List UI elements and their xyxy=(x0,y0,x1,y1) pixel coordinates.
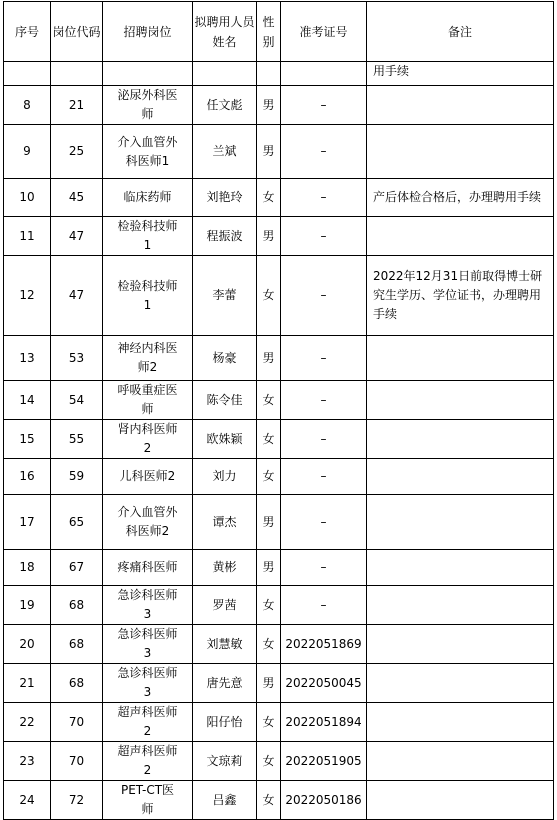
table-row xyxy=(4,781,554,820)
cell-note xyxy=(367,586,554,625)
cell-sex: 女 xyxy=(257,459,281,495)
cell-sex: 女 xyxy=(257,625,281,664)
cell-name: 陈令佳 xyxy=(193,381,257,420)
cell-code: 45 xyxy=(51,179,103,217)
cell-note xyxy=(367,625,554,664)
cell-exam: 2022050186 xyxy=(281,781,367,820)
cell-note xyxy=(367,495,554,550)
cell-post: 急诊科医师3 xyxy=(103,586,193,625)
cell-no: 20 xyxy=(4,625,51,664)
col-header-code: 岗位代码 xyxy=(51,2,103,62)
cell-sex: 男 xyxy=(257,125,281,179)
cell-empty xyxy=(4,62,51,86)
cell-post: 泌尿外科医师 xyxy=(103,86,193,125)
cell-code: 65 xyxy=(51,495,103,550)
cell-sex: 男 xyxy=(257,217,281,256)
cell-sex: 男 xyxy=(257,550,281,586)
cell-post: 介入血管外科医师1 xyxy=(103,125,193,179)
cell-name: 罗茜 xyxy=(193,586,257,625)
header-row xyxy=(4,2,554,62)
cell-exam: – xyxy=(281,125,367,179)
cell-post: 急诊科医师3 xyxy=(103,664,193,703)
cell-no: 9 xyxy=(4,125,51,179)
cell-empty xyxy=(257,62,281,86)
col-header-name: 拟聘用人员姓名 xyxy=(193,2,257,62)
cell-note xyxy=(367,550,554,586)
cell-post: 检验科技师1 xyxy=(103,217,193,256)
col-header-exam: 准考证号 xyxy=(281,2,367,62)
cell-name: 黄彬 xyxy=(193,550,257,586)
table-row xyxy=(4,495,554,550)
cell-no: 14 xyxy=(4,381,51,420)
cell-sex: 女 xyxy=(257,381,281,420)
cell-no: 16 xyxy=(4,459,51,495)
cell-name: 任文彪 xyxy=(193,86,257,125)
cell-post: 急诊科医师3 xyxy=(103,625,193,664)
cell-post: 呼吸重症医师 xyxy=(103,381,193,420)
table-row xyxy=(4,703,554,742)
cell-exam: – xyxy=(281,336,367,381)
cell-empty xyxy=(193,62,257,86)
cell-exam: – xyxy=(281,86,367,125)
cell-note: 2022年12月31日前取得博士研究生学历、学位证书，办理聘用手续 xyxy=(367,256,554,336)
cell-code: 21 xyxy=(51,86,103,125)
col-header-sex: 性别 xyxy=(257,2,281,62)
cell-empty xyxy=(103,62,193,86)
cell-name: 刘艳玲 xyxy=(193,179,257,217)
table-row xyxy=(4,586,554,625)
cell-post: PET-CT医师 xyxy=(103,781,193,820)
table-row xyxy=(4,381,554,420)
cell-name: 欧姝颖 xyxy=(193,420,257,459)
cell-no: 22 xyxy=(4,703,51,742)
cell-code: 70 xyxy=(51,703,103,742)
cell-post: 介入血管外科医师2 xyxy=(103,495,193,550)
cell-no: 15 xyxy=(4,420,51,459)
cell-post: 临床药师 xyxy=(103,179,193,217)
table-row xyxy=(4,550,554,586)
cell-code: 59 xyxy=(51,459,103,495)
cell-note xyxy=(367,217,554,256)
table-row xyxy=(4,217,554,256)
cell-exam: – xyxy=(281,420,367,459)
cell-name: 文琼莉 xyxy=(193,742,257,781)
cell-exam: – xyxy=(281,179,367,217)
cell-note xyxy=(367,336,554,381)
cell-post: 儿科医师2 xyxy=(103,459,193,495)
cell-post: 超声科医师2 xyxy=(103,742,193,781)
cell-exam: – xyxy=(281,459,367,495)
table-row xyxy=(4,86,554,125)
cell-note xyxy=(367,381,554,420)
cell-code: 54 xyxy=(51,381,103,420)
cell-no: 17 xyxy=(4,495,51,550)
cell-code: 47 xyxy=(51,217,103,256)
cell-note xyxy=(367,742,554,781)
cell-note xyxy=(367,459,554,495)
cell-exam: – xyxy=(281,256,367,336)
cell-code: 68 xyxy=(51,586,103,625)
cell-post: 疼痛科医师 xyxy=(103,550,193,586)
recruitment-table xyxy=(3,1,554,820)
cell-no: 21 xyxy=(4,664,51,703)
cell-sex: 男 xyxy=(257,336,281,381)
cell-code: 67 xyxy=(51,550,103,586)
cell-post: 检验科技师1 xyxy=(103,256,193,336)
table-row xyxy=(4,256,554,336)
cell-code: 68 xyxy=(51,664,103,703)
cell-note xyxy=(367,664,554,703)
cell-name: 谭杰 xyxy=(193,495,257,550)
cell-name: 程振波 xyxy=(193,217,257,256)
cell-name: 杨豪 xyxy=(193,336,257,381)
cell-code: 68 xyxy=(51,625,103,664)
cell-code: 25 xyxy=(51,125,103,179)
table-row xyxy=(4,420,554,459)
cell-no: 19 xyxy=(4,586,51,625)
cell-name: 刘力 xyxy=(193,459,257,495)
cell-code: 55 xyxy=(51,420,103,459)
cell-exam: – xyxy=(281,381,367,420)
cell-no: 8 xyxy=(4,86,51,125)
cell-sex: 男 xyxy=(257,495,281,550)
table-body xyxy=(4,86,554,820)
col-header-no: 序号 xyxy=(4,2,51,62)
cell-no: 13 xyxy=(4,336,51,381)
cell-post: 肾内科医师2 xyxy=(103,420,193,459)
cell-exam: 2022051905 xyxy=(281,742,367,781)
cell-no: 10 xyxy=(4,179,51,217)
cell-sex: 女 xyxy=(257,420,281,459)
cell-name: 吕鑫 xyxy=(193,781,257,820)
cell-note xyxy=(367,125,554,179)
cell-sex: 男 xyxy=(257,86,281,125)
cell-name: 阳仔怡 xyxy=(193,703,257,742)
cell-sex: 女 xyxy=(257,742,281,781)
cell-note: 产后体检合格后，办理聘用手续 xyxy=(367,179,554,217)
cell-no: 12 xyxy=(4,256,51,336)
cell-post: 神经内科医师2 xyxy=(103,336,193,381)
cell-code: 70 xyxy=(51,742,103,781)
cell-note xyxy=(367,420,554,459)
cell-sex: 女 xyxy=(257,256,281,336)
cell-no: 18 xyxy=(4,550,51,586)
table-row xyxy=(4,664,554,703)
cell-name: 兰斌 xyxy=(193,125,257,179)
col-header-post: 招聘岗位 xyxy=(103,2,193,62)
cell-no: 11 xyxy=(4,217,51,256)
cell-note xyxy=(367,781,554,820)
cell-post: 超声科医师2 xyxy=(103,703,193,742)
cell-code: 72 xyxy=(51,781,103,820)
cell-note: 用手续 xyxy=(367,62,554,86)
cell-no: 23 xyxy=(4,742,51,781)
cell-empty xyxy=(51,62,103,86)
continuation-row xyxy=(4,62,554,86)
cell-exam: – xyxy=(281,217,367,256)
cell-exam: 2022051894 xyxy=(281,703,367,742)
cell-sex: 女 xyxy=(257,179,281,217)
cell-sex: 女 xyxy=(257,586,281,625)
cell-name: 李蕾 xyxy=(193,256,257,336)
table-row xyxy=(4,742,554,781)
cell-exam: 2022051869 xyxy=(281,625,367,664)
cell-exam: 2022050045 xyxy=(281,664,367,703)
cell-exam: – xyxy=(281,586,367,625)
cell-name: 刘慧敏 xyxy=(193,625,257,664)
cell-note xyxy=(367,703,554,742)
cell-exam: – xyxy=(281,495,367,550)
table-row xyxy=(4,179,554,217)
cell-exam: – xyxy=(281,550,367,586)
cell-sex: 男 xyxy=(257,664,281,703)
table-row xyxy=(4,336,554,381)
cell-no: 24 xyxy=(4,781,51,820)
cell-sex: 女 xyxy=(257,781,281,820)
table-row xyxy=(4,625,554,664)
cell-code: 47 xyxy=(51,256,103,336)
cell-code: 53 xyxy=(51,336,103,381)
cell-empty xyxy=(281,62,367,86)
col-header-note: 备注 xyxy=(367,2,554,62)
cell-note xyxy=(367,86,554,125)
table-row xyxy=(4,459,554,495)
table-row xyxy=(4,125,554,179)
cell-sex: 女 xyxy=(257,703,281,742)
cell-name: 唐先意 xyxy=(193,664,257,703)
